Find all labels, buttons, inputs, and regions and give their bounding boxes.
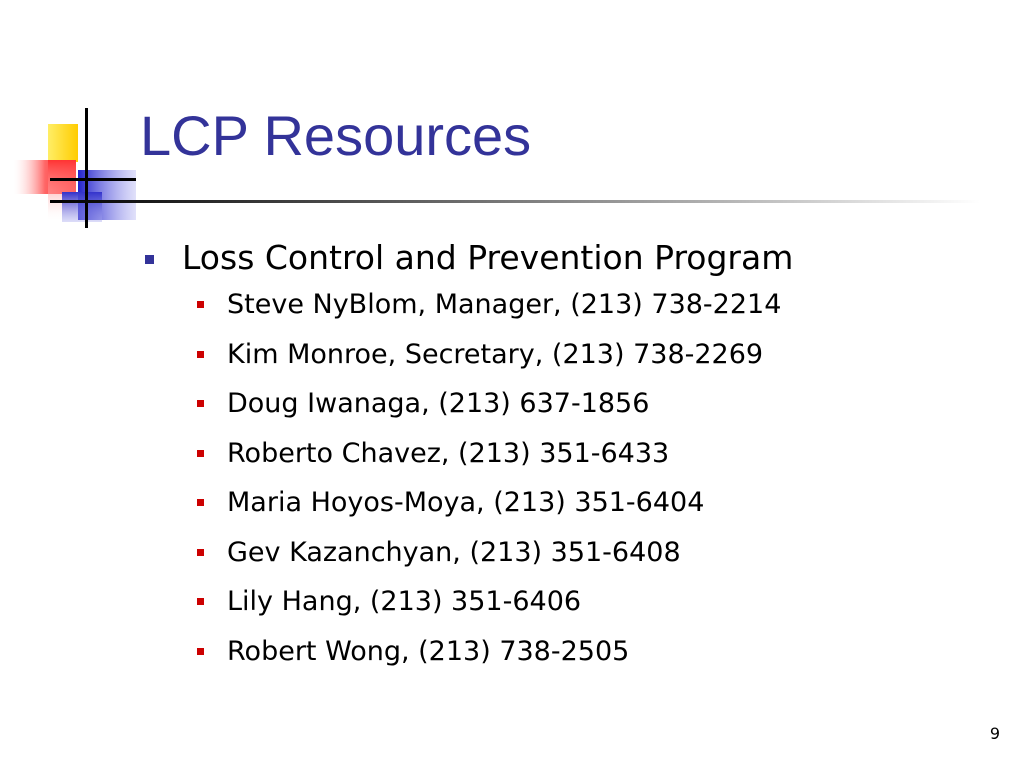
- contact-item: [145, 288, 1005, 322]
- contact-text: Robert Wong, (213) 738-2505: [227, 635, 630, 667]
- sub-bullet-group: [145, 288, 1005, 669]
- contact-text: Steve NyBlom, Manager, (213) 738-2214: [227, 289, 782, 320]
- contact-item: [145, 486, 1005, 520]
- contact-item: [145, 387, 1005, 421]
- contact-text: Lily Hang, (213) 351-6406: [227, 586, 582, 617]
- contact-item: [145, 536, 1005, 570]
- contact-item: [145, 585, 1005, 619]
- contact-item: [145, 635, 1005, 669]
- contact-item: [145, 338, 1005, 372]
- slide-title: LCP Resources: [140, 104, 532, 167]
- square-bullet-icon: [197, 499, 204, 506]
- contact-text: Maria Hoyos-Moya, (213) 351-6404: [227, 487, 705, 518]
- bullet-heading-text: Loss Control and Prevention Program: [182, 238, 794, 277]
- square-bullet-icon: [145, 255, 154, 264]
- contact-text: Roberto Chavez, (213) 351-6433: [227, 437, 670, 469]
- square-bullet-icon: [197, 549, 204, 556]
- page-number: 9: [989, 724, 1000, 743]
- contact-text: Doug Iwanaga, (213) 637-1856: [227, 388, 650, 419]
- square-bullet-icon: [197, 598, 204, 605]
- contact-text: Kim Monroe, Secretary, (213) 738-2269: [227, 338, 764, 370]
- square-bullet-icon: [197, 351, 204, 358]
- square-bullet-icon: [197, 301, 204, 308]
- slide-logo-decoration: [0, 0, 160, 240]
- title-divider: [50, 200, 980, 203]
- square-bullet-icon: [197, 400, 204, 407]
- bullet-heading: [145, 238, 1005, 278]
- bullet-list: [145, 238, 1005, 684]
- square-bullet-icon: [197, 450, 204, 457]
- contact-item: [145, 437, 1005, 471]
- contact-text: Gev Kazanchyan, (213) 351-6408: [227, 536, 681, 568]
- square-bullet-icon: [197, 648, 204, 655]
- contact-list: [145, 288, 1005, 669]
